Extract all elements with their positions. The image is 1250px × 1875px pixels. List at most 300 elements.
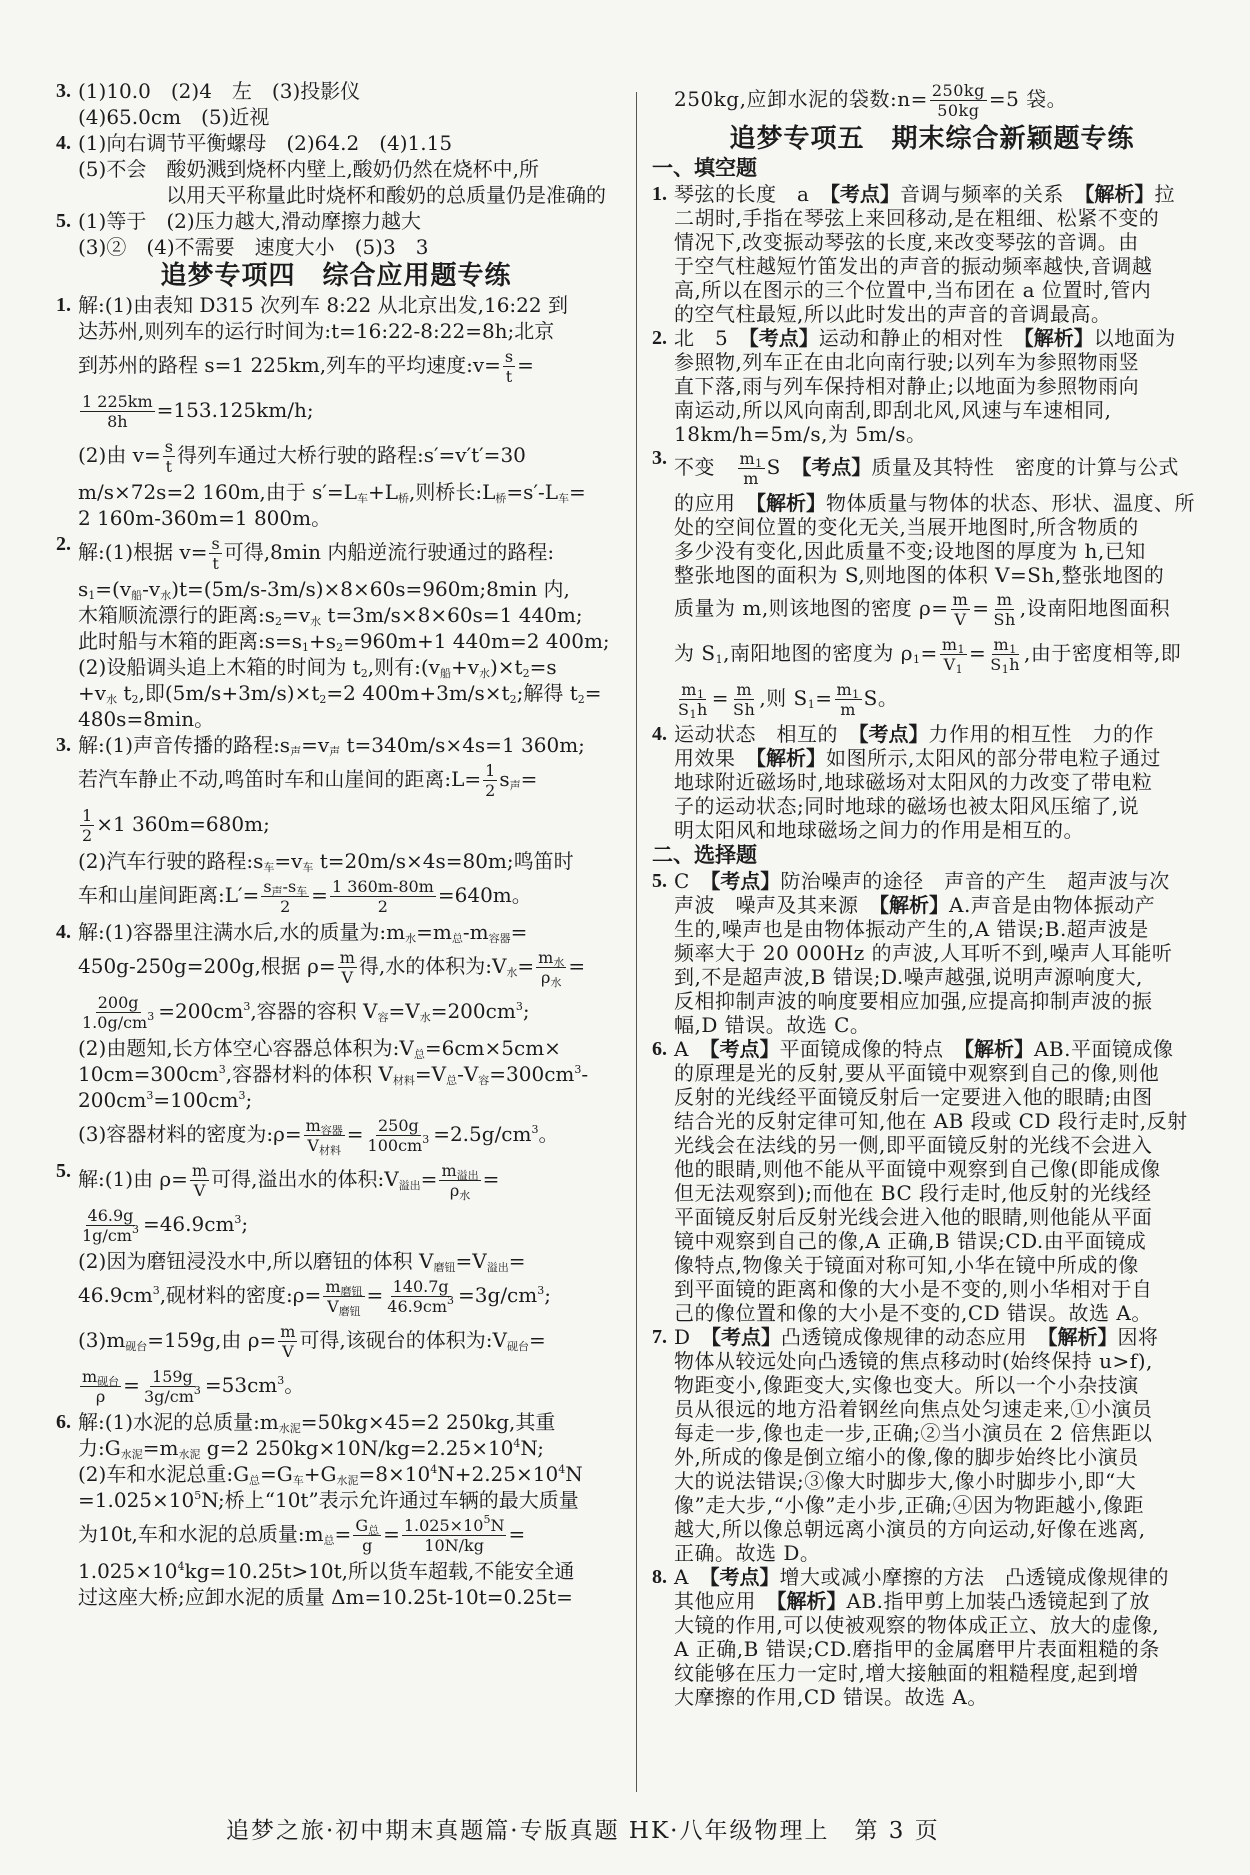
subscript: 总 — [451, 932, 463, 945]
subscript: 材料 — [318, 1144, 341, 1157]
text-run: 防治噪声的途径 声音的产生 超声波与次 — [780, 869, 1170, 893]
text-run: = — [528, 1328, 546, 1352]
text-run: kg=10.25t>10t,所以货车超载,不能安全通 — [184, 1559, 575, 1583]
fraction-denominator — [80, 1010, 156, 1032]
answer-number: 7. — [652, 1326, 667, 1348]
answer-line — [78, 1248, 616, 1274]
text-run: h — [1009, 655, 1021, 674]
superscript: 3 — [238, 1089, 246, 1102]
formula-text: m — [996, 590, 1013, 609]
text-run: =159g,由 ρ= — [147, 1328, 277, 1352]
fraction-denominator — [676, 700, 710, 719]
text-run: N — [565, 1462, 583, 1486]
formula-text: m — [736, 680, 753, 699]
fraction — [992, 590, 1018, 629]
text-run: ρ — [449, 1181, 460, 1200]
superscript: 4 — [430, 1463, 438, 1476]
text-run: =s′-L — [506, 480, 559, 504]
fraction-denominator — [325, 1297, 363, 1316]
fraction — [80, 806, 94, 845]
answer-line — [78, 680, 616, 706]
subscript: 2 — [319, 693, 327, 706]
formula-text: 1 — [82, 806, 93, 825]
answer-line — [674, 746, 1212, 770]
answer-line — [674, 1277, 1212, 1301]
text-run: =200cm — [430, 999, 516, 1023]
answer-line — [674, 254, 1212, 278]
subscript: 声 — [509, 779, 521, 792]
text-run: 1.0g/cm — [82, 1013, 148, 1032]
text-run: 如图所示,太阳风的部分带电粒子通过 — [826, 746, 1161, 770]
subscript: 车 — [296, 885, 308, 898]
answer-item — [56, 292, 616, 531]
answer-line — [674, 1517, 1212, 1541]
subscript: 1 — [302, 641, 310, 654]
formula-text: 250g — [377, 1116, 419, 1135]
text-run: 质量为 m,则该地图的密度 ρ= — [674, 596, 949, 620]
right-column — [652, 78, 1212, 1709]
fraction — [330, 877, 436, 916]
left-column — [56, 78, 616, 1610]
text-run: 解:(1)声音传播的路程:s — [78, 733, 291, 757]
fraction-numerator — [80, 392, 155, 412]
subscript: 2 — [336, 641, 344, 654]
subscript: 总 — [249, 1474, 261, 1487]
answer-line — [674, 818, 1212, 842]
fraction — [209, 534, 221, 573]
formula-text: ρ — [95, 1387, 106, 1406]
fraction-denominator — [94, 1387, 107, 1406]
superscript: 3 — [234, 1213, 242, 1226]
tag-label: 【考点】 — [710, 869, 781, 893]
answer-item — [652, 446, 1212, 722]
text-run: 大镜的作用,可以使被观察的物体成正立、放大的虚像, — [674, 1613, 1160, 1637]
text-run: =46.9cm — [142, 1212, 235, 1236]
fraction-numerator — [323, 1277, 364, 1297]
subscript: 砚台 — [506, 1340, 529, 1353]
tag-label: 【解析】 — [1084, 182, 1155, 206]
text-run: 1.025×10 — [78, 1559, 178, 1583]
text-run: 不变 — [674, 455, 736, 479]
text-run: = — [569, 480, 586, 504]
answer-item — [56, 208, 616, 260]
subscript: 船 — [439, 667, 451, 680]
answer-number: 5. — [56, 210, 71, 232]
tag-label: 【考点】 — [709, 1037, 780, 1061]
fraction-numerator — [503, 347, 515, 367]
formula-text: V — [282, 1342, 294, 1361]
superscript: 3 — [447, 1294, 455, 1307]
text-run: 。 — [284, 1373, 305, 1397]
answer-line — [78, 130, 616, 156]
answer-line — [674, 302, 1212, 326]
text-run: 生的,噪声也是由物体振动产生的,A 错误;B.超声波是 — [674, 917, 1149, 941]
superscript: 5 — [194, 1489, 202, 1502]
text-run: 可得,8min 内船逆流行驶通过的路程: — [223, 540, 555, 564]
text-run: S — [766, 455, 802, 479]
answer-line — [674, 1565, 1212, 1589]
fraction-numerator — [338, 948, 357, 968]
subscript: 1 — [689, 708, 697, 721]
text-run: ; — [544, 1283, 551, 1307]
superscript: 3 — [422, 1133, 430, 1146]
subscript: 磨钮 — [338, 1305, 361, 1318]
text-run: t=3m/s×8×60s=1 440m; — [321, 603, 583, 627]
text-run: =V — [388, 999, 420, 1023]
answer-line — [674, 1469, 1212, 1493]
subscript: 水 — [405, 932, 417, 945]
superscript: 3 — [146, 1089, 154, 1102]
answer-line — [674, 1229, 1212, 1253]
text-run: m — [82, 1367, 98, 1386]
answer-line — [674, 770, 1212, 794]
text-run: 频率大于 20 000Hz 的声波,人耳听不到,噪声人耳能听 — [674, 941, 1173, 965]
answer-line — [78, 1558, 616, 1584]
answer-line — [78, 602, 616, 628]
text-run: 2 160m-360m=1 800m。 — [78, 506, 332, 530]
fraction — [163, 437, 175, 476]
fraction-denominator — [952, 610, 968, 629]
answer-line — [78, 1409, 616, 1435]
superscript: 3 — [531, 1123, 539, 1136]
text-run: = — [383, 1522, 400, 1546]
text-run: m — [441, 1161, 457, 1180]
text-run: 解:(1)容器里注满水后,水的质量为:m — [78, 920, 406, 944]
text-run: (2)由题知,长方体空心容器总体积为:V — [78, 1036, 414, 1060]
text-run: 但无法观察到);而他在 BC 段行走时,他反射的光线经 — [674, 1181, 1152, 1205]
fraction-denominator — [992, 610, 1018, 629]
answer-line — [674, 1661, 1212, 1685]
answer-line — [78, 874, 616, 919]
superscript: 3 — [218, 1063, 226, 1076]
formula-text: 2 — [280, 897, 291, 916]
tag-label: 【解析】 — [756, 746, 826, 770]
text-run: 以用天平称量此时烧杯和酸奶的总质量仍是准确的 — [166, 183, 606, 207]
fraction-numerator — [940, 635, 967, 655]
tag-label: 【解析】 — [1047, 1325, 1118, 1349]
answer-item — [56, 732, 616, 919]
tag-label: 【考点】 — [709, 1565, 780, 1589]
text-run: 解:(1)由表知 D315 次列车 8:22 从北京出发,16:22 到 — [78, 293, 568, 317]
text-run: 像”走大步,“小像”走小步,正确;④因为物距越小,像距 — [674, 1493, 1144, 1517]
fraction — [80, 1367, 121, 1406]
text-run: ,即(5m/s+3m/s)×t — [138, 681, 320, 705]
text-run: =6cm×5cm× — [424, 1036, 561, 1060]
subscript: 桥 — [398, 492, 410, 505]
formula-text: t — [165, 457, 173, 476]
text-run: (2)由 v= — [78, 443, 161, 467]
fraction-denominator — [80, 1223, 141, 1245]
subscript: 水泥 — [178, 1448, 201, 1461]
subscript: 1 — [913, 653, 921, 666]
fraction-numerator — [679, 680, 706, 700]
fraction-denominator — [741, 469, 761, 488]
fraction-numerator — [190, 1161, 209, 1181]
formula-text: m — [280, 1322, 296, 1341]
text-run: =V — [414, 1062, 447, 1086]
text-run: 为10t,车和水泥的总质量:m — [78, 1522, 324, 1546]
text-run: =m — [416, 920, 452, 944]
answer-line — [674, 1085, 1212, 1109]
text-run: N; — [520, 1436, 544, 1460]
page-footer: 追梦之旅·初中期末真题篇·专版真题 HK·八年级物理上 第 3 页 — [226, 1818, 940, 1844]
text-run: =v — [301, 733, 330, 757]
text-run: 物体从较远处向凸透镜的焦点移动时(始终保持 u>f), — [674, 1349, 1153, 1373]
answer-line — [674, 1181, 1212, 1205]
subscript: 车 — [356, 492, 368, 505]
text-run: 为 S — [674, 641, 716, 665]
text-run: =(v — [95, 577, 132, 601]
answer-line — [78, 434, 616, 479]
text-run: 员从很远的地方沿着钢丝向焦点处匀速走来,①小演员 — [674, 1397, 1153, 1421]
text-run: 此时船与木箱的距离:s=s — [78, 629, 303, 653]
answer-line — [674, 422, 1212, 446]
text-run: m — [941, 635, 958, 654]
fraction — [80, 993, 156, 1032]
fraction-denominator — [942, 655, 966, 674]
formula-text: s — [211, 534, 220, 553]
formula-text: 2 — [485, 781, 496, 800]
answer-line — [674, 1109, 1212, 1133]
answer-item — [652, 722, 1212, 842]
subscript: 容 — [377, 1011, 389, 1024]
text-run: =8×10 — [358, 1462, 431, 1486]
text-run: 运动和静止的相对性 — [818, 326, 1024, 350]
answer-line — [674, 1325, 1212, 1349]
fraction-denominator — [366, 1133, 432, 1155]
answer-line — [674, 515, 1212, 539]
answer-number: 4. — [56, 921, 71, 943]
text-run: 物体质量与物体的状态、形状、温度、所 — [826, 491, 1195, 515]
text-run: N — [490, 1516, 505, 1535]
text-run: t=20m/s×4s=80m;鸣笛时 — [313, 849, 574, 873]
fraction — [676, 680, 710, 719]
fraction-numerator — [376, 1116, 421, 1136]
formula-text: V — [341, 968, 354, 987]
formula-text: 10N/kg — [424, 1536, 484, 1555]
formula-text: 46.9g — [87, 1206, 134, 1225]
fraction — [385, 1277, 456, 1316]
fraction-numerator — [391, 1277, 451, 1297]
text-run: (2)车和水泥总重:G — [78, 1462, 250, 1486]
text-run: 250kg,应卸水泥的袋数:n= — [674, 87, 928, 111]
subscript: 1 — [955, 663, 964, 676]
text-run: 到,不是超声波,B 错误;D.噪声越强,说明声源响度大, — [674, 965, 1143, 989]
subscript: 车 — [263, 861, 275, 874]
answer-item — [56, 531, 616, 732]
text-run: 增大或减小摩擦的方法 凸透镜成像规律的 — [779, 1565, 1169, 1589]
text-run: = — [584, 681, 602, 705]
formula-text: 2 — [82, 826, 93, 845]
answer-line — [674, 1205, 1212, 1229]
formula-text: t — [212, 554, 219, 573]
fraction-denominator — [731, 700, 757, 719]
answer-number: 3. — [652, 447, 667, 469]
text-run: 解:(1)水泥的总质量:m — [78, 1410, 279, 1434]
answer-line — [78, 182, 616, 208]
answer-line — [674, 1613, 1212, 1637]
text-run: (2)设船调头追上木箱的时间为 t — [78, 655, 361, 679]
subscript: 车 — [558, 492, 570, 505]
answer-item — [652, 1325, 1212, 1565]
subsection-title: 二、选择题 — [652, 843, 757, 867]
text-run: 达苏州,则列车的运行时间为:t=16:22-8:22=8h;北京 — [78, 319, 555, 343]
fraction-denominator — [105, 412, 129, 431]
answer-line — [674, 1301, 1212, 1325]
text-run: = — [346, 1122, 364, 1146]
formula-text: m — [952, 590, 969, 609]
subscript: 总 — [446, 1074, 458, 1087]
answer-line — [674, 1445, 1212, 1469]
fraction-numerator — [992, 635, 1019, 655]
text-run: 情况下,改变振动琴弦的长度,来改变琴弦的音调。由 — [674, 230, 1139, 254]
text-run: 平面镜成像的特点 — [779, 1037, 964, 1061]
fraction — [304, 1116, 345, 1155]
subscript: 车 — [292, 1474, 304, 1487]
superscript: 3 — [193, 1384, 201, 1397]
answer-line — [674, 1061, 1212, 1085]
superscript: 3 — [152, 1284, 160, 1297]
answer-line — [78, 990, 616, 1035]
text-run: 每走一步,像也走一步,正确;②当小演员在 2 倍焦距以 — [674, 1421, 1153, 1445]
text-run: =5 袋。 — [988, 87, 1068, 111]
text-run: 可得,该砚台的体积为:V — [299, 1328, 507, 1352]
fraction-numerator — [353, 1516, 381, 1536]
answer-line — [78, 576, 616, 602]
text-run: 的原理是光的反射,要从平面镜中观察到自己的像,则他 — [674, 1061, 1160, 1085]
superscript: 3 — [131, 1223, 139, 1236]
fraction-denominator — [164, 457, 174, 476]
answer-line — [78, 1035, 616, 1061]
fraction-denominator — [483, 781, 497, 800]
answer-line — [78, 292, 616, 318]
text-run: = — [711, 686, 730, 710]
text-run: S。 — [863, 686, 899, 710]
subsection-title: 一、填空题 — [652, 156, 757, 180]
answer-item — [56, 130, 616, 208]
fraction-denominator — [80, 826, 94, 845]
text-run: 明太阳风和地球磁场之间力的作用是相互的。 — [674, 818, 1084, 842]
subscript: 2 — [275, 615, 283, 628]
superscript: 3 — [147, 1010, 155, 1023]
text-run: = — [968, 641, 987, 665]
answer-item — [652, 869, 1212, 1037]
text-run: - — [581, 1062, 589, 1086]
answer-number: 3. — [56, 80, 71, 102]
text-run: 大的说法错误;③像大时脚步大,像小时脚步小,即“大 — [674, 1469, 1137, 1493]
subscript: 声 — [290, 745, 302, 758]
answer-line — [78, 1584, 616, 1610]
answer-line — [674, 794, 1212, 818]
text-run: 结合光的反射定律可知,他在 AB 段或 CD 段行走时,反射 — [674, 1109, 1188, 1133]
text-run: =200cm — [158, 999, 244, 1023]
answer-line — [78, 628, 616, 654]
formula-text: 1 360m-80m — [331, 877, 434, 896]
text-run: =50kg×45=2 250kg,其重 — [300, 1410, 556, 1434]
text-run: ,砚材料的密度:ρ= — [159, 1283, 322, 1307]
text-run: 己的像位置和像的大小是不变的,CD 错误。故选 A。 — [674, 1301, 1152, 1325]
text-run: = — [972, 596, 990, 620]
text-run: 光线会在法线的另一侧,即平面镜反射的光线不会进入 — [674, 1133, 1153, 1157]
text-run: +L — [367, 480, 399, 504]
fraction-numerator — [209, 534, 221, 554]
subscript: 水泥 — [278, 1422, 301, 1435]
text-run: N+2.25×10 — [437, 1462, 559, 1486]
text-run: =300cm — [489, 1062, 575, 1086]
text-run: = — [123, 1373, 140, 1397]
text-run: =v — [274, 849, 303, 873]
text-run: s — [78, 577, 89, 601]
formula-text: t — [505, 367, 513, 386]
subscript: 1 — [957, 643, 965, 656]
tag-label: 【解析】 — [963, 1037, 1034, 1061]
subscript: 水泥 — [336, 1474, 359, 1487]
fraction — [323, 1277, 364, 1316]
text-run: 幅,D 错误。故选 C。 — [674, 1013, 871, 1037]
fraction — [835, 680, 862, 719]
fraction — [402, 1513, 507, 1555]
answer-line — [674, 1421, 1212, 1445]
text-run: ×1 360m=680m; — [96, 812, 270, 836]
text-run: +v — [78, 681, 107, 705]
text-run: (1)10.0 (2)4 左 (3)投影仪 — [78, 79, 361, 103]
text-run: AB.平面镜成像 — [1033, 1037, 1174, 1061]
answer-line — [674, 398, 1212, 422]
fraction — [536, 948, 566, 987]
formula-text: s — [164, 437, 173, 456]
text-run: = — [334, 1522, 352, 1546]
subscript: 2 — [577, 693, 585, 706]
fraction — [142, 1367, 203, 1406]
text-run: 。 — [538, 1122, 559, 1146]
subscript: 2 — [509, 693, 517, 706]
answer-line — [674, 206, 1212, 230]
text-run: S — [678, 700, 690, 719]
text-run: 直下落,雨与列车保持相对静止;以地面为参照物雨向 — [674, 374, 1140, 398]
fraction-numerator — [536, 948, 566, 968]
answer-line — [78, 1513, 616, 1558]
formula-text: V — [193, 1181, 206, 1200]
fraction-numerator — [330, 877, 436, 897]
text-run: 子的运动状态;同时地球的磁场也被太阳风压缩了,说 — [674, 794, 1140, 818]
text-run: =2.5g/cm — [433, 1122, 532, 1146]
answer-line — [78, 531, 616, 576]
answer-line — [674, 182, 1212, 206]
text-run: 二胡时,手指在琴弦上来回移动,是在粗细、松紧不变的 — [674, 206, 1160, 230]
answer-line — [78, 1364, 616, 1409]
answer-line — [674, 941, 1212, 965]
answer-line — [674, 632, 1212, 677]
tag-label: 【解析】 — [1023, 326, 1094, 350]
text-run: 南运动,所以风向南刮,即刮北风,风速与车速相同, — [674, 398, 1112, 422]
answer-line — [78, 758, 616, 803]
tag-label: 【考点】 — [711, 1325, 782, 1349]
answer-line — [78, 78, 616, 104]
text-run: ,容器材料的体积 V — [225, 1062, 393, 1086]
tag-label: 【解析】 — [776, 1589, 847, 1613]
text-run: = — [510, 920, 528, 944]
answer-line — [674, 491, 1212, 515]
formula-text: m — [840, 700, 856, 719]
text-run: m — [325, 1277, 341, 1296]
text-run: (4)65.0cm (5)近视 — [78, 105, 270, 129]
fraction — [366, 1116, 432, 1155]
text-run: -v — [142, 577, 161, 601]
text-run: ;解得 t — [516, 681, 578, 705]
superscript: 4 — [177, 1560, 185, 1573]
fraction-numerator — [930, 81, 987, 101]
text-run: t=340m/s×4s=1 360m; — [340, 733, 585, 757]
